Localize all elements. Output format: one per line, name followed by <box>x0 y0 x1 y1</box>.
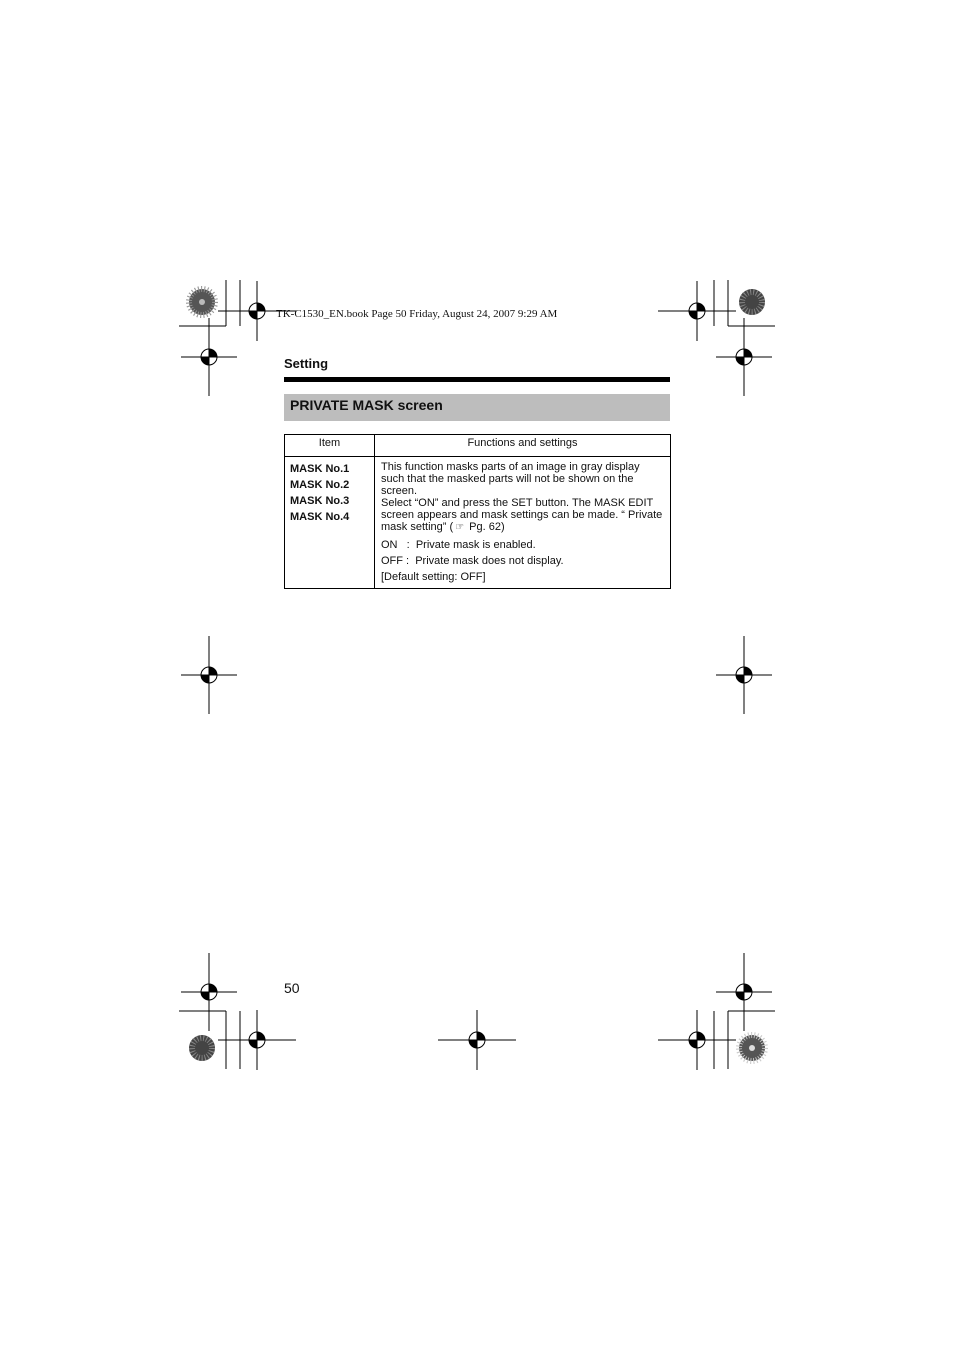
section-banner <box>284 394 670 421</box>
item-cell <box>285 457 375 589</box>
star-target-mark <box>189 289 215 315</box>
page-reference: Pg. 62) <box>466 521 505 533</box>
section-label: Setting <box>284 356 329 371</box>
settings-table <box>284 434 671 589</box>
pointing-hand-icon: ☞ <box>455 522 465 533</box>
banner-title: PRIVATE MASK screen <box>290 397 443 413</box>
option-on: ON : Private mask is enabled. <box>381 539 536 551</box>
section-rule <box>284 377 670 382</box>
column-header-functions: Functions and settings <box>375 435 671 457</box>
item-mask-4: MASK No.4 <box>290 511 350 523</box>
default-setting: [Default setting: OFF] <box>381 571 486 583</box>
file-header-line: TK-C1530_EN.book Page 50 Friday, August 24, 2007 9:29 AM <box>276 308 558 320</box>
instruction-text <box>381 497 664 534</box>
instruction-pre: Select “ON” and press the SET button. The MASK EDIT screen appears and mask settings can be made. “ Private mask setting” ( <box>381 497 663 533</box>
item-mask-1: MASK No.1 <box>290 463 350 475</box>
star-target-mark <box>739 1035 765 1061</box>
option-off: OFF : Private mask does not display. <box>381 555 564 567</box>
column-header-item: Item <box>285 435 375 457</box>
function-description: This function masks parts of an image in gray display such that the masked parts will not be shown on the screen. <box>381 461 640 497</box>
item-mask-3: MASK No.3 <box>290 495 350 507</box>
item-mask-2: MASK No.2 <box>290 479 350 491</box>
description-cell <box>375 457 671 589</box>
table-header-row <box>285 435 671 457</box>
star-target-mark <box>189 1035 215 1061</box>
table-row <box>285 457 671 589</box>
page-number: 50 <box>284 980 300 996</box>
star-target-mark <box>739 289 765 315</box>
